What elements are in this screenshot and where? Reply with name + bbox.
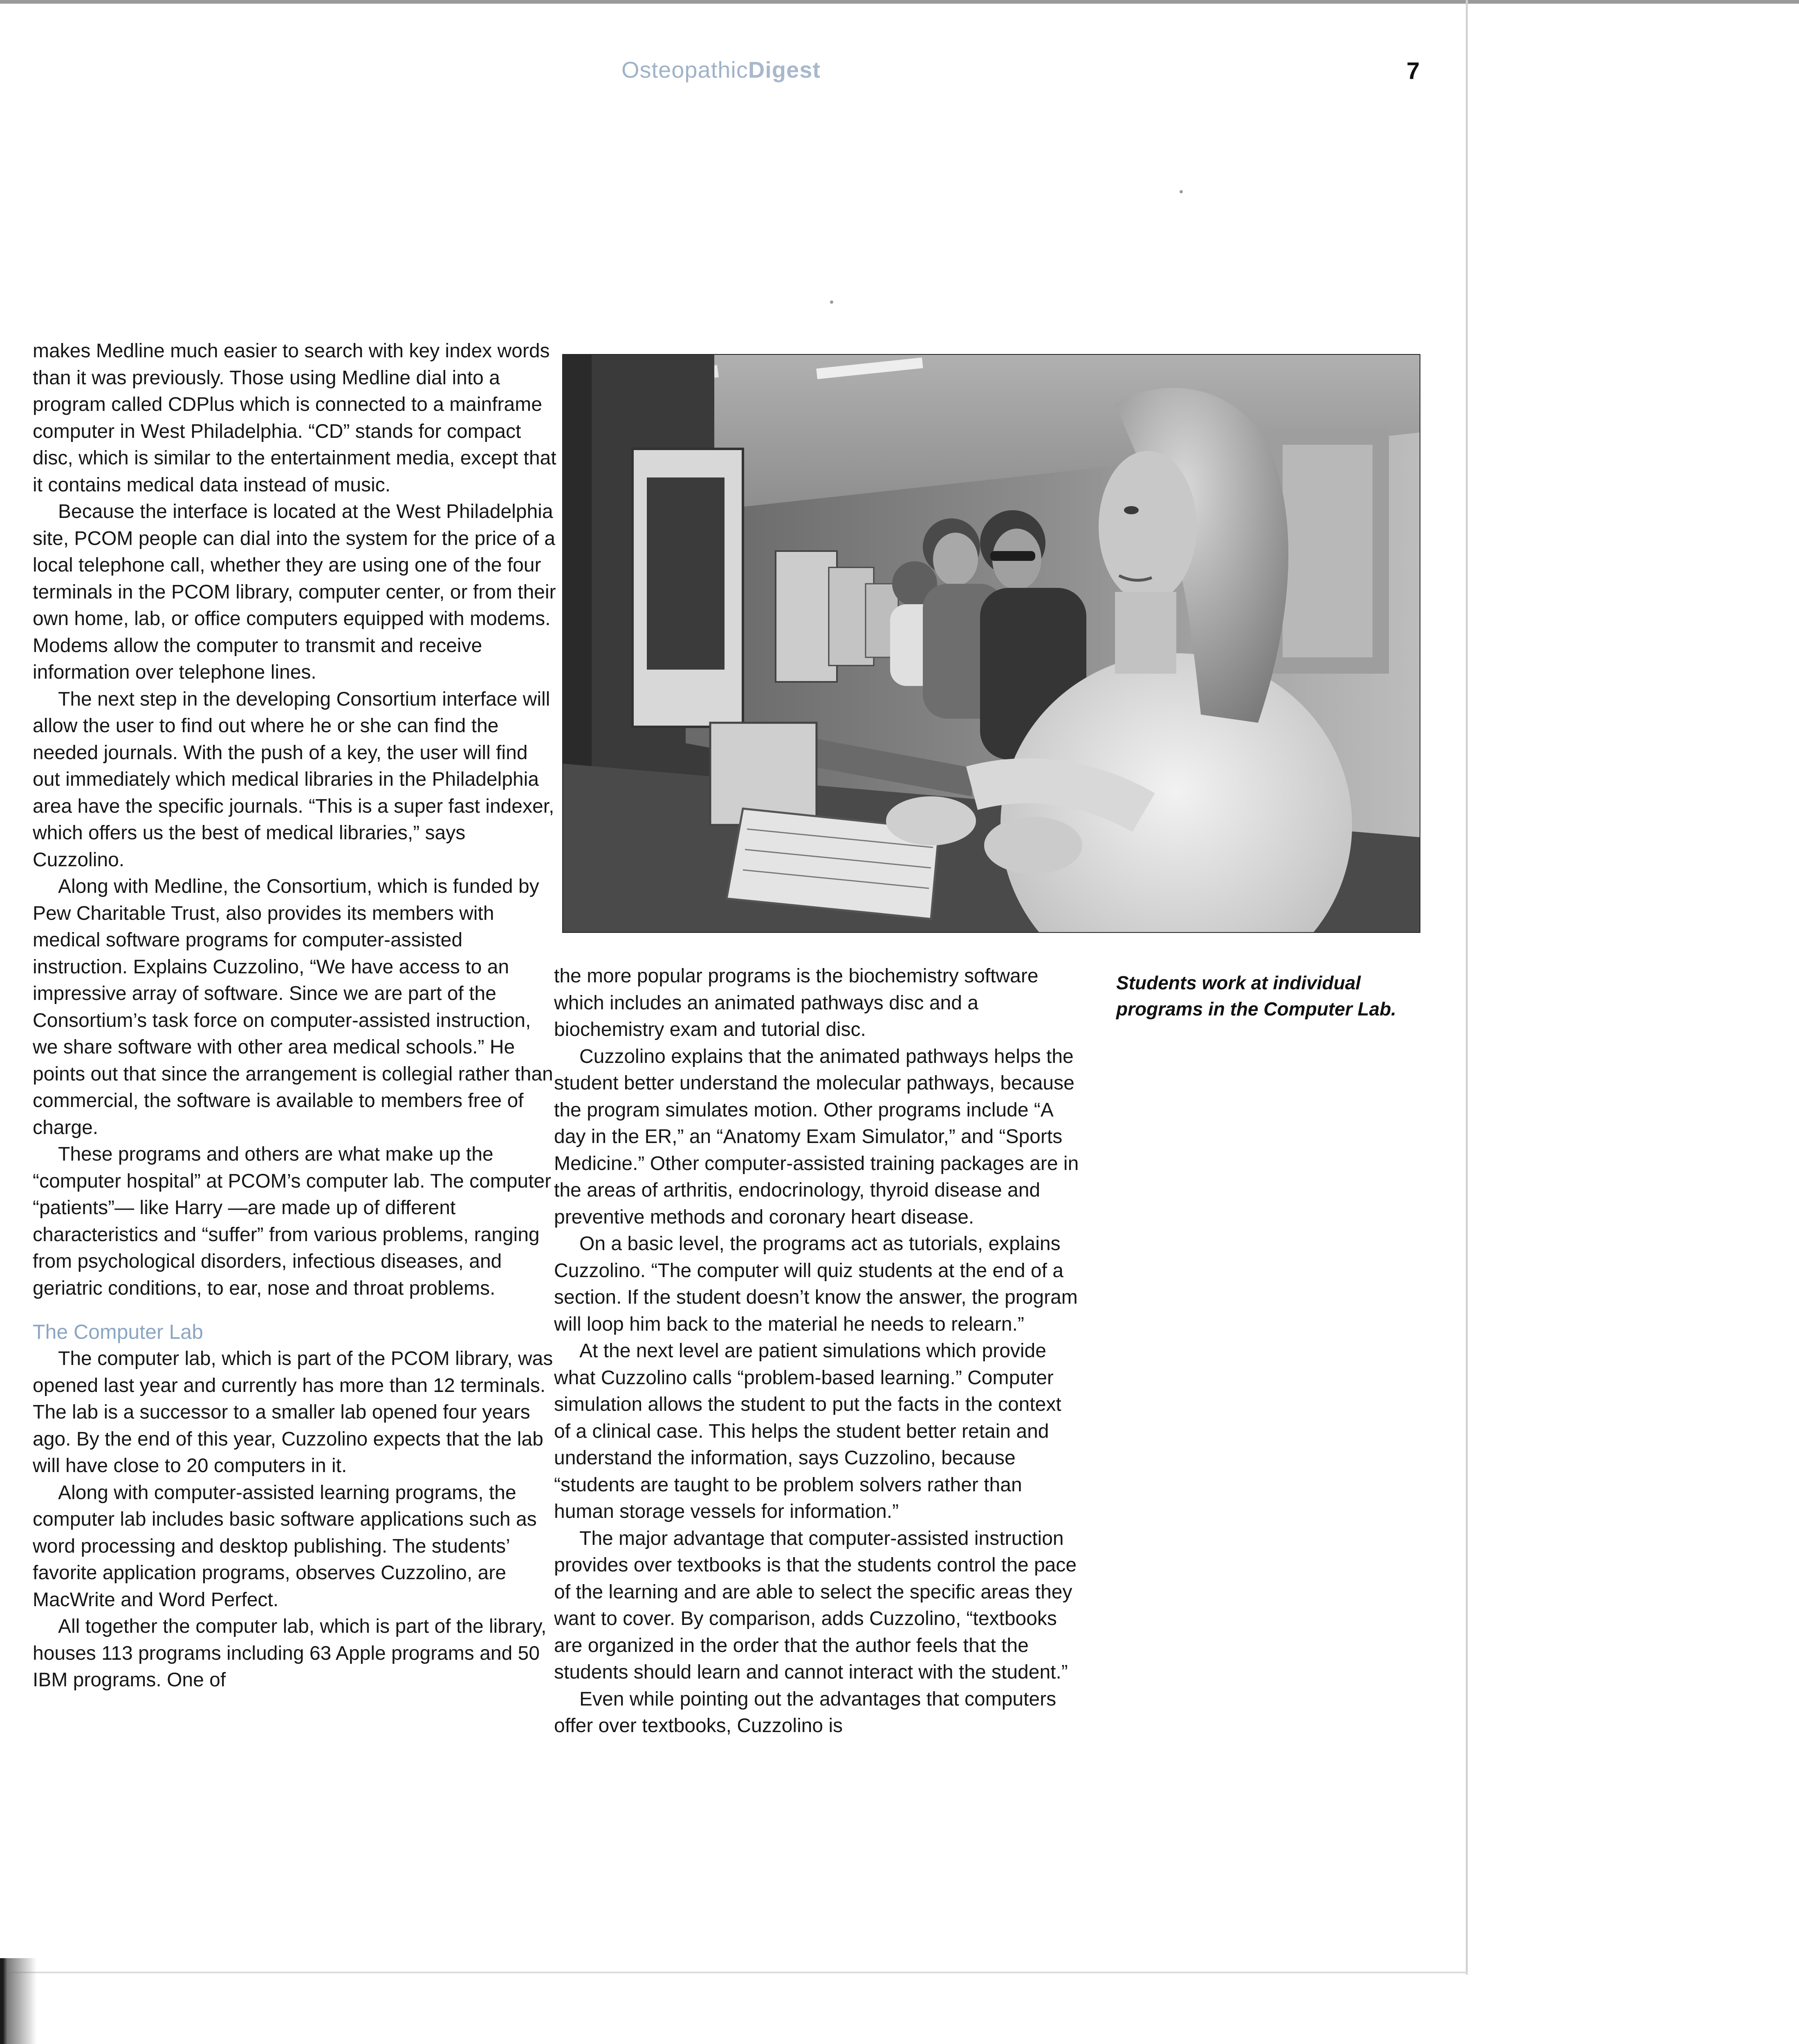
page-number: 7 — [1406, 58, 1420, 84]
photo-illustration — [563, 355, 1420, 932]
paragraph: These programs and others are what make up the “computer hospital” at PCOM’s computer lab. The computer “patients”— like Harry —are made up of different characteristics and “suffer” from various problems, ranging from psychological disorders, infectious diseases, and geriatric conditions, to ear, nose and throat problems. — [33, 1143, 552, 1299]
paragraph: All together the computer lab, which is part of the library, houses 113 programs including 63 Apple programs and 50 IBM programs. One of — [33, 1616, 547, 1691]
paragraph: Cuzzolino explains that the animated pathways helps the student better understand the molecular pathways, because the program simulates motion. Other programs include “A day in the ER,” an “Anatomy Exam Simulator,” and “Sports Medicine.” Other computer-assisted training packages are in the areas of arthritis, endocrinology, thyroid disease and preventive methods and coronary heart disease. — [554, 1045, 1079, 1228]
page-edge-bottom — [0, 1972, 1468, 1973]
paragraph: Along with Medline, the Consortium, which is funded by Pew Charitable Trust, also provides its members with medical software programs for computer-assisted instruction. Explains Cuzzolino, “We have access to an impressive array of software. Since we are part of the Consortium’s task force on computer-assisted instruction, we share software with other area medical schools.” He points out that since the arrangement is collegial rather than commercial, the software is available to members free of charge. — [33, 876, 553, 1139]
scan-speck — [830, 300, 833, 304]
paragraph: The computer lab, which is part of the PCOM library, was opened last year and currently has more than 12 terminals. The lab is a successor to a smaller lab opened four years ago. By the end of this year, Cuzzolino expects that the lab will have close to 20 computers in it. — [33, 1348, 553, 1477]
magazine-title — [621, 56, 821, 83]
scan-speck — [1180, 190, 1183, 193]
article-column-left — [33, 338, 560, 1694]
magazine-title-part1: Osteopathic — [621, 57, 748, 83]
paragraph: The next step in the developing Consortium interface will allow the user to find out where he or she can find the needed journals. With the push of a key, the user will find out immediately which medical libraries in the Philadelphia area have the specific journals. “This is a super fast indexer, which offers us the best of medical libraries,” says Cuzzolino. — [33, 688, 554, 871]
paragraph: Even while pointing out the advantages that computers offer over textbooks, Cuzzolino is — [554, 1688, 1057, 1737]
scan-top-rule — [0, 0, 1799, 4]
magazine-title-part2: Digest — [748, 57, 821, 83]
paragraph: Along with computer-assisted learning programs, the computer lab includes basic software applications such as word processing and desktop publishing. The students’ favorite application programs, observes Cuzzolino, are MacWrite and Word Perfect. — [33, 1481, 537, 1611]
paragraph: makes Medline much easier to search with key index words than it was previously. Those using Medline dial into a program called CDPlus which is connected to a mainframe computer in West Philadelphia. “CD” stands for compact disc, which is similar to the entertainment media, except that it contains medical data instead of music. — [33, 340, 556, 496]
photo-caption: Students work at individual programs in the Computer Lab. — [1116, 972, 1396, 1020]
section-heading: The Computer Lab — [33, 1320, 203, 1343]
scan-shadow — [0, 1958, 37, 2044]
paragraph: At the next level are patient simulations which provide what Cuzzolino calls “problem-based learning.” Computer simulation allows the student to put the facts in the context of a clinical case. This helps the student better retain and understand the information, says Cuzzolino, because “students are taught to be problem solvers rather than human storage vessels for information.” — [554, 1340, 1061, 1522]
paragraph: On a basic level, the programs act as tutorials, explains Cuzzolino. “The computer will quiz students at the end of a section. If the student doesn’t know the answer, the program will loop him back to the material he needs to relearn.” — [554, 1233, 1078, 1335]
article-column-middle — [554, 963, 1081, 1739]
page-edge-right — [1466, 0, 1468, 1975]
paragraph: Because the interface is located at the West Philadelphia site, PCOM people can dial into the system for the price of a local telephone call, whether they are using one of the four terminals in the PCOM library, computer center, or from their own home, lab, or office computers equipped with modems. Modems allow the computer to transmit and receive information over telephone lines. — [33, 501, 556, 683]
paragraph: the more popular programs is the biochemistry software which includes an animated pathways disc and a biochemistry exam and tutorial disc. — [554, 965, 1039, 1040]
paragraph: The major advantage that computer-assisted instruction provides over textbooks is that the students control the pace of the learning and are able to select the specific areas they want to cover. By comparison, adds Cuzzolino, “textbooks are organized in the order that the author feels that the students should learn and cannot interact with the student.” — [554, 1527, 1077, 1683]
computer-lab-photo — [562, 354, 1420, 933]
